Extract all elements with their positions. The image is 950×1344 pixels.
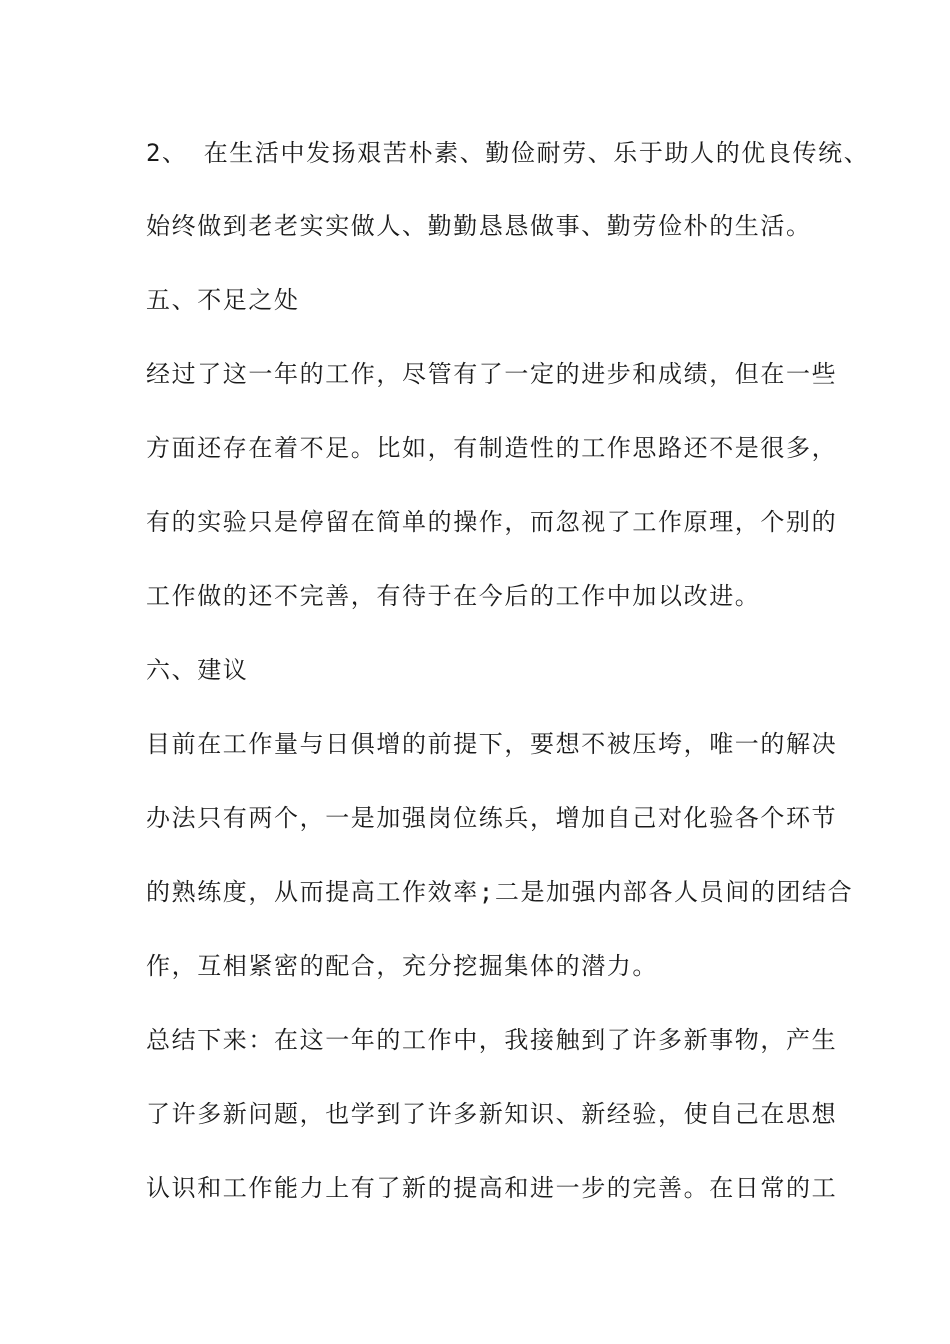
text-line: 了许多新问题，也学到了许多新知识、新经验，使自己在思想 (146, 1100, 838, 1128)
section-heading: 五、不足之处 (146, 286, 300, 314)
text-line: 2、 在生活中发扬艰苦朴素、勤俭耐劳、乐于助人的优良传统、 (146, 139, 870, 167)
text-line: 的熟练度，从而提高工作效率;二是加强内部各人员间的团结合 (146, 878, 854, 906)
text-line: 目前在工作量与日俱增的前提下，要想不被压垮，唯一的解决 (146, 730, 838, 758)
text-line: 认识和工作能力上有了新的提高和进一步的完善。在日常的工 (146, 1174, 838, 1202)
text-line: 总结下来：在这一年的工作中，我接触到了许多新事物，产生 (146, 1026, 838, 1054)
text-line: 方面还存在着不足。比如，有制造性的工作思路还不是很多， (146, 434, 838, 462)
text-line: 办法只有两个，一是加强岗位练兵，增加自己对化验各个环节 (146, 804, 838, 832)
text-line: 工作做的还不完善，有待于在今后的工作中加以改进。 (146, 582, 761, 610)
section-heading: 六、建议 (146, 656, 249, 684)
text-line: 作，互相紧密的配合，充分挖掘集体的潜力。 (146, 952, 658, 980)
text-line: 始终做到老老实实做人、勤勤恳恳做事、勤劳俭朴的生活。 (146, 212, 812, 240)
text-line: 有的实验只是停留在简单的操作，而忽视了工作原理，个别的 (146, 508, 838, 536)
text-line: 经过了这一年的工作，尽管有了一定的进步和成绩，但在一些 (146, 360, 838, 388)
